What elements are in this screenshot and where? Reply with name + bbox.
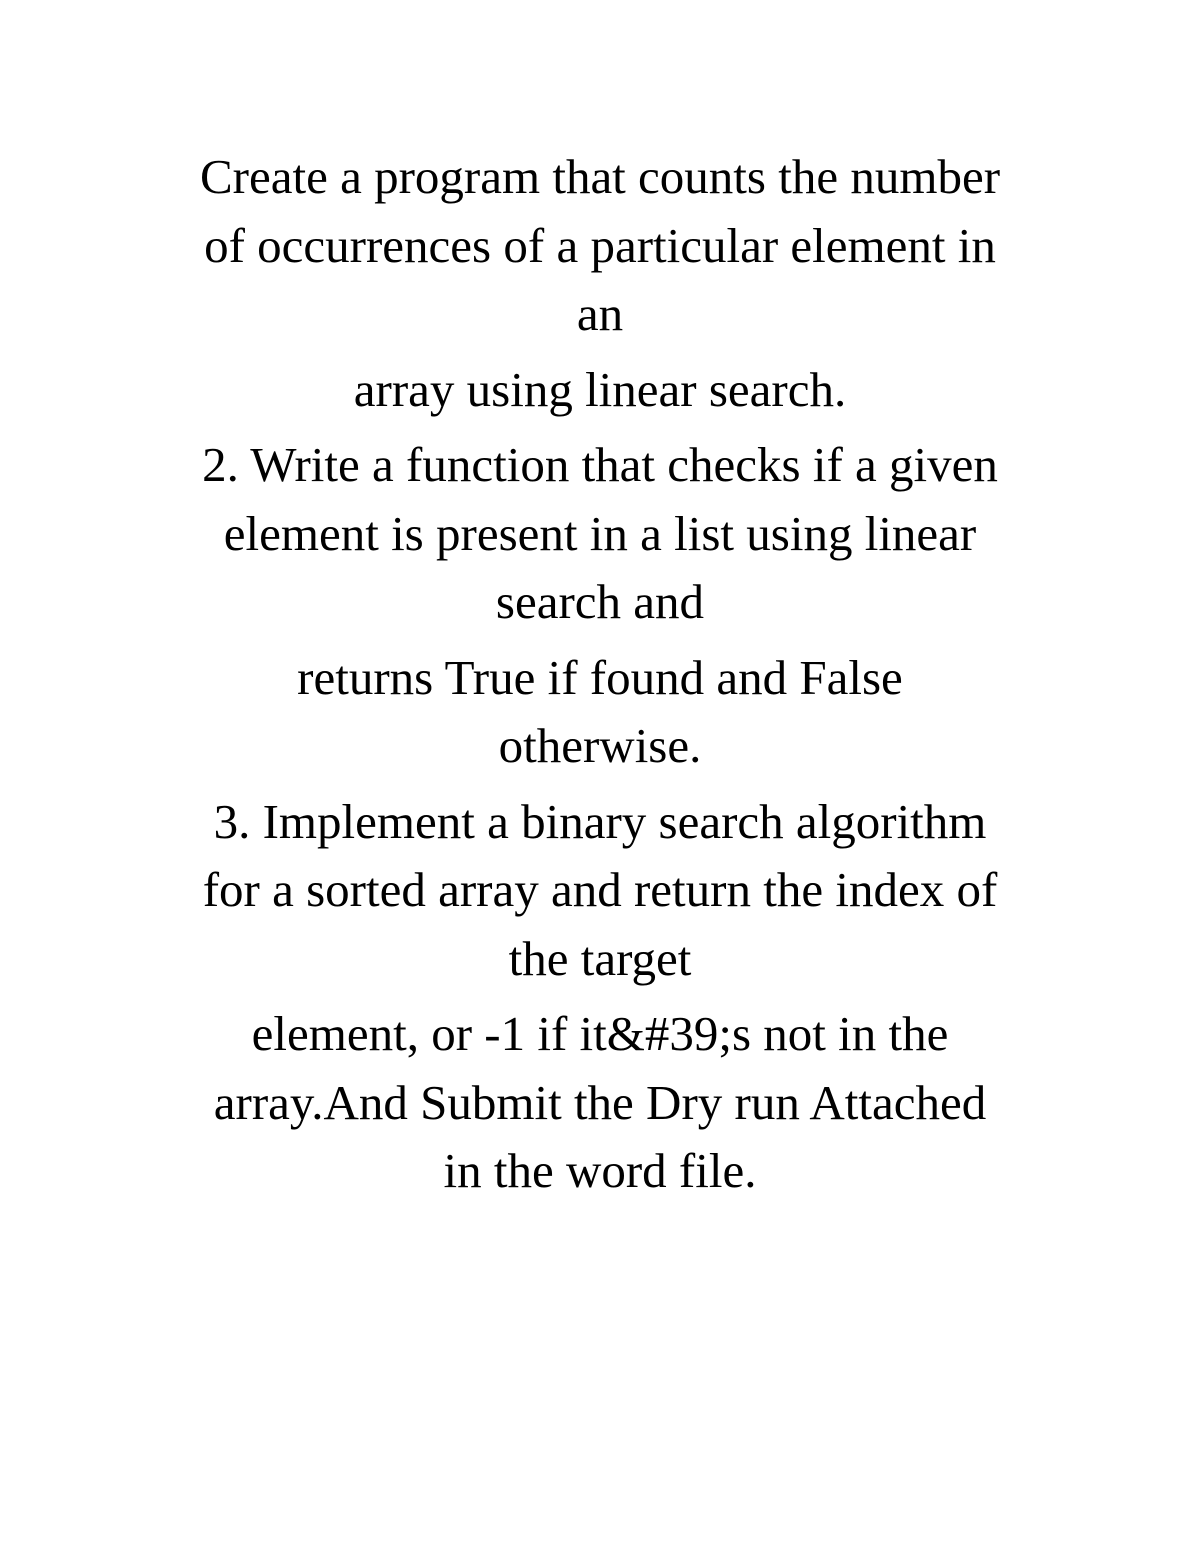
paragraph-5: [100, 788, 1100, 994]
text-line: array.And Submit the Dry run Attached: [213, 1074, 987, 1130]
paragraph-1: [100, 143, 1100, 349]
text-line: element is present in a list using linear: [223, 505, 977, 561]
paragraph-3: [100, 431, 1100, 637]
text-line: the target: [508, 930, 692, 986]
text-line: element, or -1 if it&#39;s not in the: [251, 1006, 949, 1061]
text-line: search and: [495, 574, 705, 629]
text-line: in the word file.: [443, 1143, 757, 1198]
text-line: an: [576, 286, 624, 341]
text-line: for a sorted array and return the index of: [202, 862, 998, 917]
text-line: 3. Implement a binary search algorithm: [213, 793, 987, 849]
text-line: returns True if found and False: [297, 649, 903, 705]
paragraph-6: [100, 1000, 1100, 1206]
text-line: otherwise.: [498, 718, 702, 773]
document-body: [100, 143, 1100, 1206]
text-line: of occurrences of a particular element in: [204, 217, 996, 273]
text-line: array using linear search.: [353, 361, 847, 417]
text-line: 2. Write a function that checks if a given: [202, 437, 998, 492]
paragraph-4: [100, 644, 1100, 781]
text-line: Create a program that counts the number: [199, 149, 1001, 204]
paragraph-2: [100, 356, 1100, 425]
